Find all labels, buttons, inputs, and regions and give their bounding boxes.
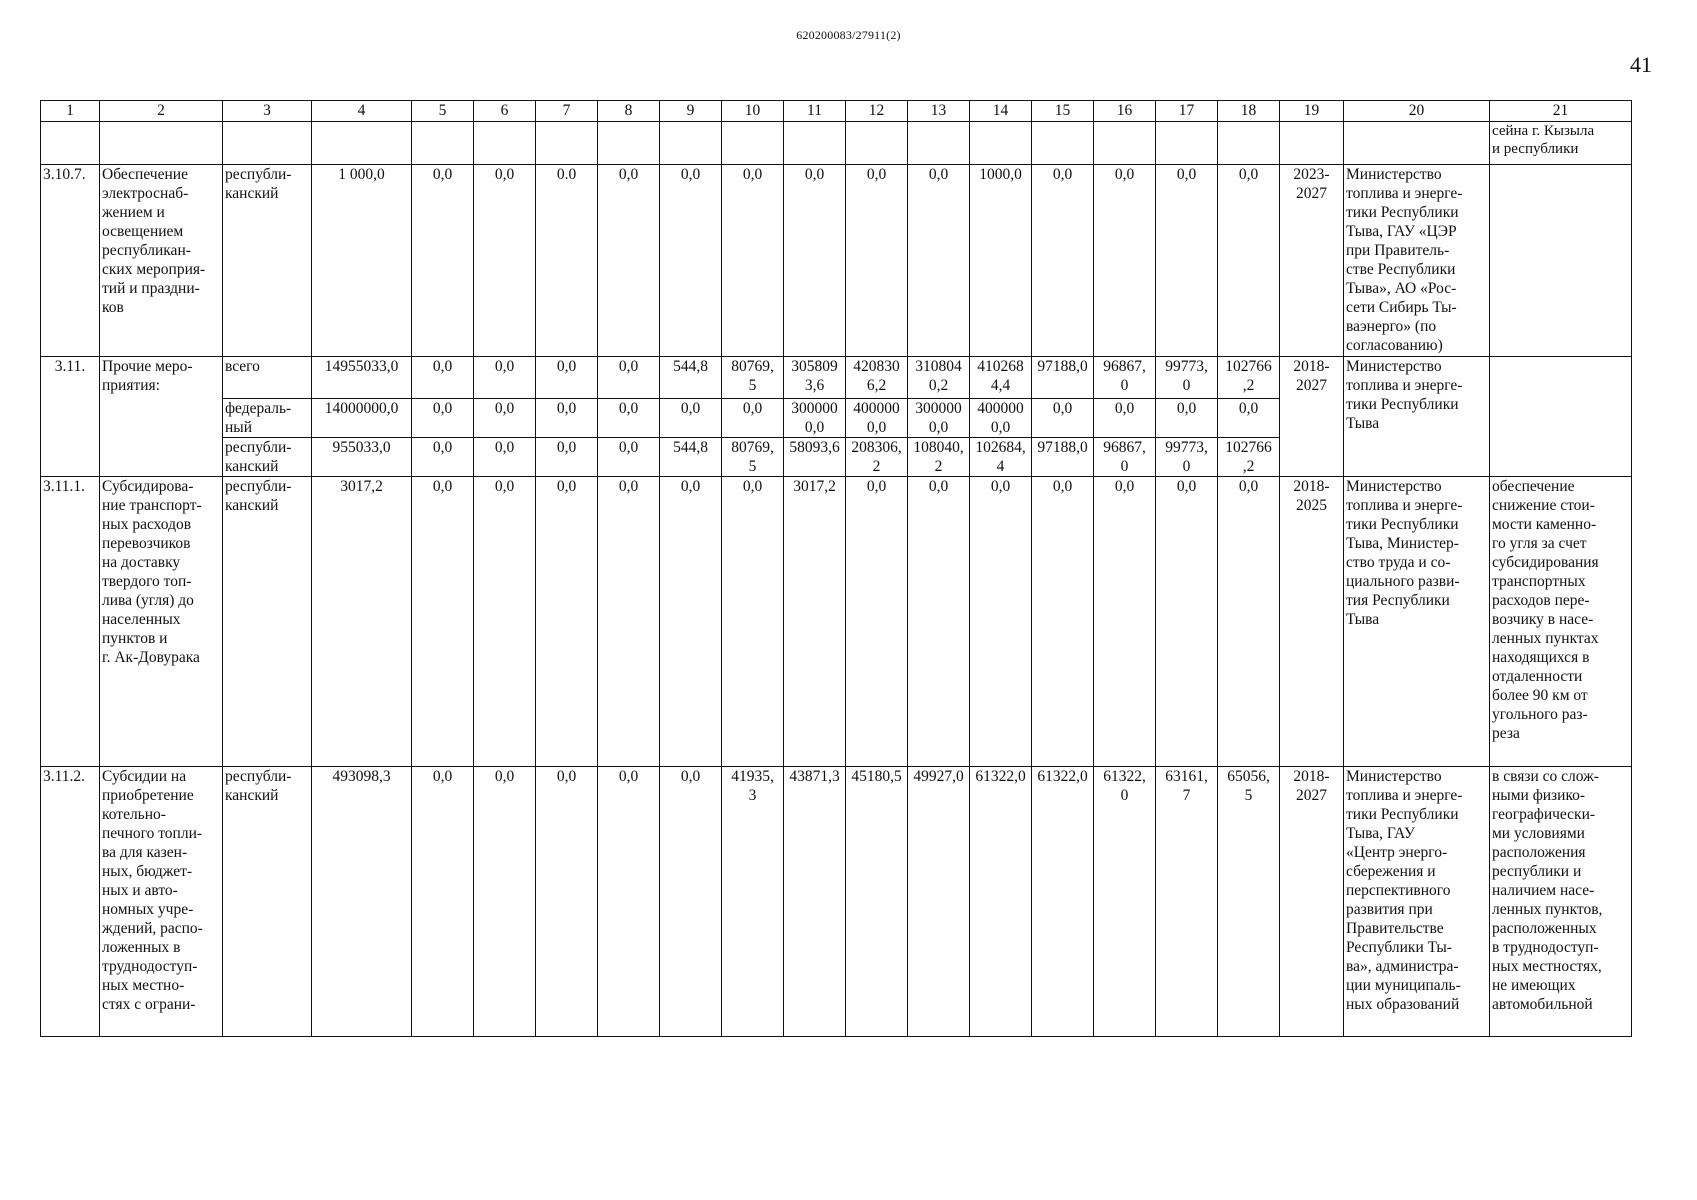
value-cell: 955033,0 [312,438,412,477]
value-cell: 58093,6 [784,438,846,477]
table-row [41,165,1632,357]
value-cell: 99773, 0 [1156,357,1218,399]
value-cell: 0,0 [598,165,660,357]
value-cell: 544,8 [660,438,722,477]
value-cell: 0,0 [1094,165,1156,357]
years-cell: 2023- 2027 [1280,165,1344,357]
value-cell: 0,0 [412,767,474,1037]
page-number: 41 [1630,52,1652,77]
value-cell: 544,8 [660,357,722,399]
value-cell: 0,0 [1032,477,1094,767]
column-numbers-row [41,101,1632,122]
value-cell: 0,0 [412,438,474,477]
document-code-header: 620200083/27911(2) [796,28,901,42]
value-cell: 0,0 [660,399,722,438]
col-num: 7 [536,101,598,122]
funding-source: республи- канский [223,438,312,477]
table-row [41,477,1632,767]
table-row [41,357,1632,399]
value-cell: 0,0 [536,399,598,438]
row-id: 3.11.2. [41,767,100,1037]
value-cell: 0,0 [474,438,536,477]
value-cell: 0,0 [474,477,536,767]
value-cell: 102766 ,2 [1218,438,1280,477]
col-num: 19 [1280,101,1344,122]
value-cell: 0,0 [908,165,970,357]
value-cell: 0,0 [1218,477,1280,767]
result-cell: в связи со слож- ными физико- географически- ми условиями расположения республики и наличием насе- ленных пунктов, расположенных в труднодоступ- ных местностях, не имеющих автомобильной [1490,767,1632,1037]
value-cell: 96867, 0 [1094,357,1156,399]
value-cell: 0,0 [412,399,474,438]
value-cell: 410268 4,4 [970,357,1032,399]
value-cell: 61322,0 [970,767,1032,1037]
value-cell: 310804 0,2 [908,357,970,399]
value-cell: 41935, 3 [722,767,784,1037]
row-id: 3.11.1. [41,477,100,767]
result-cell: обеспечение снижение стои- мости каменно- го угля за счет субсидирования транспортных расходов пере- возчику в насе- ленных пунктах находящихся в отдаленности более 90 км от угольного раз- реза [1490,477,1632,767]
value-cell: 493098,3 [312,767,412,1037]
value-cell: 0.0 [536,165,598,357]
years-cell: 2018- 2027 [1280,357,1344,477]
col-num: 20 [1344,101,1490,122]
col-num: 16 [1094,101,1156,122]
value-cell: 0,0 [412,477,474,767]
col-num: 6 [474,101,536,122]
value-cell: 0,0 [1156,477,1218,767]
row-name: Субсидирова- ние транспорт- ных расходов перевозчиков на доставку твердого топ- лива (угля) до населенных пунктов и г. Ак-Довурака [100,477,223,767]
value-cell: 0,0 [660,477,722,767]
value-cell: 0,0 [1094,399,1156,438]
col-num: 8 [598,101,660,122]
value-cell: 0,0 [1218,165,1280,357]
value-cell: 0,0 [660,767,722,1037]
col-num: 13 [908,101,970,122]
value-cell: 96867, 0 [1094,438,1156,477]
value-cell: 0,0 [474,399,536,438]
funding-source: всего [223,357,312,399]
value-cell: 99773, 0 [1156,438,1218,477]
value-cell: 0,0 [784,165,846,357]
result-cell [1490,357,1632,477]
value-cell: 0,0 [598,767,660,1037]
col-num: 1 [41,101,100,122]
value-cell: 420830 6,2 [846,357,908,399]
value-cell: 0,0 [536,477,598,767]
value-cell: 97188,0 [1032,357,1094,399]
funding-source: республи- канский [223,767,312,1037]
col-num: 12 [846,101,908,122]
col-num: 4 [312,101,412,122]
col-num: 10 [722,101,784,122]
value-cell: 80769, 5 [722,357,784,399]
value-cell: 0,0 [536,438,598,477]
years-cell: 2018- 2027 [1280,767,1344,1037]
value-cell: 0,0 [412,357,474,399]
col-num: 3 [223,101,312,122]
funding-source: федераль- ный [223,399,312,438]
value-cell: 0,0 [474,165,536,357]
value-cell: 45180,5 [846,767,908,1037]
col-num: 15 [1032,101,1094,122]
col-num: 17 [1156,101,1218,122]
value-cell: 0,0 [846,477,908,767]
value-cell: 43871,3 [784,767,846,1037]
continuation-text: сейна г. Кызыла и республики [1490,122,1632,165]
value-cell: 102766 ,2 [1218,357,1280,399]
continuation-row [41,122,1632,165]
value-cell: 3017,2 [784,477,846,767]
col-num: 11 [784,101,846,122]
value-cell: 0,0 [660,165,722,357]
program-activities-table [40,100,1632,1037]
row-id: 3.11. [41,357,100,477]
value-cell: 0,0 [970,477,1032,767]
executor-cell: Министерство топлива и энерге- тики Республики Тыва, ГАУ «ЦЭР при Правитель- стве Республики Тыва», АО «Рос- сети Сибирь Ты- ваэнерго» (по согласованию) [1344,165,1490,357]
value-cell: 0,0 [722,399,784,438]
value-cell: 0,0 [1218,399,1280,438]
value-cell: 0,0 [598,438,660,477]
col-num: 2 [100,101,223,122]
value-cell: 3017,2 [312,477,412,767]
value-cell: 108040, 2 [908,438,970,477]
value-cell: 0,0 [536,357,598,399]
value-cell: 80769, 5 [722,438,784,477]
row-name: Прочие меро- приятия: [100,357,223,477]
funding-source: республи- канский [223,165,312,357]
executor-cell: Министерство топлива и энерге- тики Республики Тыва, Министер- ство труда и со- циального разви- тия Республики Тыва [1344,477,1490,767]
executor-cell: Министерство топлива и энерге- тики Республики Тыва [1344,357,1490,477]
value-cell: 0,0 [536,767,598,1037]
value-cell: 400000 0,0 [970,399,1032,438]
row-id: 3.10.7. [41,165,100,357]
value-cell: 0,0 [722,477,784,767]
col-num: 21 [1490,101,1632,122]
value-cell: 208306, 2 [846,438,908,477]
result-cell [1490,165,1632,357]
value-cell: 0,0 [1032,399,1094,438]
col-num: 18 [1218,101,1280,122]
value-cell: 97188,0 [1032,438,1094,477]
value-cell: 49927,0 [908,767,970,1037]
col-num: 5 [412,101,474,122]
value-cell: 65056, 5 [1218,767,1280,1037]
funding-source: республи- канский [223,477,312,767]
value-cell: 61322, 0 [1094,767,1156,1037]
value-cell: 0,0 [412,165,474,357]
value-cell: 0,0 [1156,165,1218,357]
value-cell: 400000 0,0 [846,399,908,438]
value-cell: 0,0 [1094,477,1156,767]
value-cell: 0,0 [846,165,908,357]
value-cell: 0,0 [908,477,970,767]
value-cell: 61322,0 [1032,767,1094,1037]
value-cell: 0,0 [1032,165,1094,357]
row-name: Субсидии на приобретение котельно- печного топли- ва для казен- ных, бюджет- ных и авто- номных учре- ждений, распо- ложенных в труднодоступ- ных местно- стях с ограни- [100,767,223,1037]
value-cell: 0,0 [474,357,536,399]
value-cell: 63161, 7 [1156,767,1218,1037]
value-cell: 0,0 [598,399,660,438]
value-cell: 0,0 [722,165,784,357]
value-cell: 14000000,0 [312,399,412,438]
value-cell: 14955033,0 [312,357,412,399]
value-cell: 0,0 [598,477,660,767]
col-num: 14 [970,101,1032,122]
value-cell: 300000 0,0 [784,399,846,438]
col-num: 9 [660,101,722,122]
row-name: Обеспечение электроснаб- жением и освещением республикан- ских мероприя- тий и праздни- ков [100,165,223,357]
value-cell: 305809 3,6 [784,357,846,399]
executor-cell: Министерство топлива и энерге- тики Республики Тыва, ГАУ «Центр энерго- сбережения и перспективного развития при Правительстве Республики Ты- ва», администра- ции муниципаль- ных образований [1344,767,1490,1037]
table-row [41,767,1632,1037]
value-cell: 102684, 4 [970,438,1032,477]
value-cell: 0,0 [474,767,536,1037]
value-cell: 0,0 [598,357,660,399]
value-cell: 1000,0 [970,165,1032,357]
value-cell: 1 000,0 [312,165,412,357]
years-cell: 2018- 2025 [1280,477,1344,767]
value-cell: 300000 0,0 [908,399,970,438]
value-cell: 0,0 [1156,399,1218,438]
